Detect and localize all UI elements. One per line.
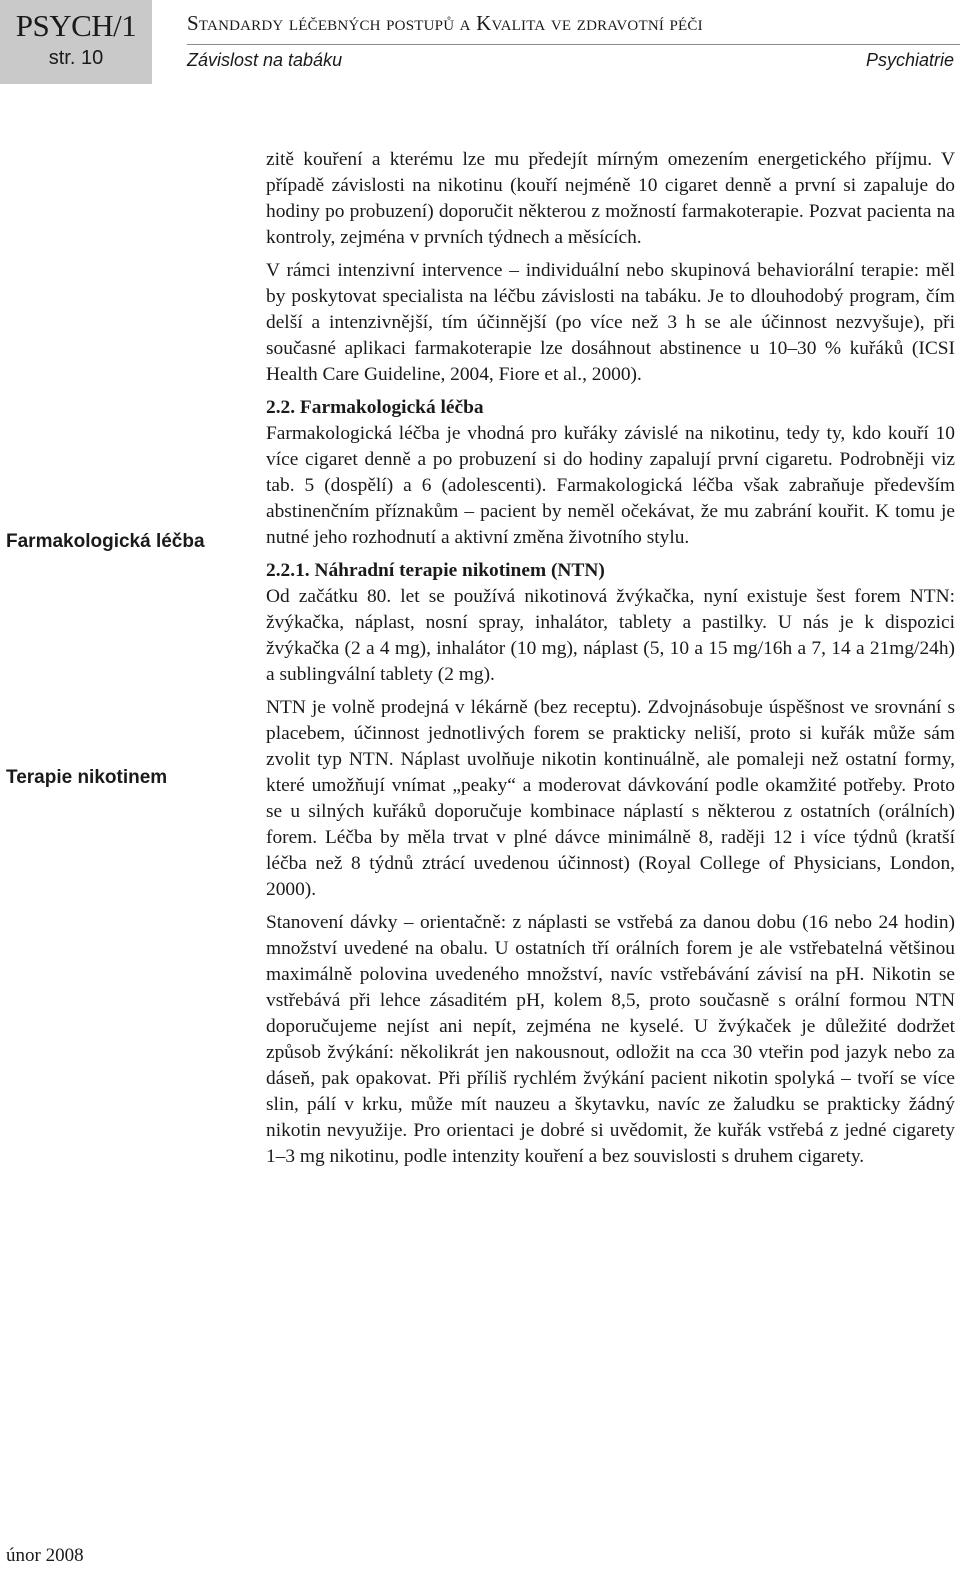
paragraph: Farmakologická léčba je vhodná pro kuřáky závislé na nikotinu, tedy ty, kdo kouří 10 více cigaret denně a po probuzení si do hodiny zapalují první cigaretu. Podrobněji viz tab. 5 (dospělí) a 6 (adolescenti). Farmakologická léčba však zabraňuje především abstinenčním příznakům – pacient by neměl očekávat, že mu zabrání kouřit. K tomu je nutné jeho rozhodnutí a aktivní změna životního stylu. — [266, 423, 955, 548]
chapter-title: Závislost na tabáku — [187, 50, 343, 70]
page-number: str. 10 — [48, 47, 104, 69]
header-divider — [187, 44, 960, 45]
issue-date: únor 2008 — [6, 1545, 84, 1566]
margin-heading-pharmacological: Farmakologická léčba — [6, 531, 205, 552]
paragraph: zitě kouření a kterému lze mu předejít mírným omezením energetického příjmu. V případě závislosti na nikotinu (kouří nejméně 10 cigaret denně a první si zapaluje do hodiny po probuzení) doporučit některou z možností farmakoterapie. Pozvat pacienta na kontroly, zejména v prvních týdnech a měsících. — [266, 149, 955, 248]
paragraph: V rámci intenzivní intervence – individuální nebo skupinová behaviorální terapie: měl by poskytovat specialista na léčbu závislosti na tabáku. Je to dlouhodobý program, čím delší a intenzivnější, tím účinnější (po více než 3 h se ale účinnost nezvyšuje), při současné aplikaci farmakoterapie lze dosáhnout abstinence u 10–30 % kuřáků (ICSI Health Care Guideline, 2004, Fiore et al., 2000). — [266, 260, 955, 385]
paragraph: Stanovení dávky – orientačně: z náplasti se vstřebá za danou dobu (16 nebo 24 hodin) množství uvedené na obalu. U ostatních tří orálních forem je ale vstřebatelná většinou maximálně polovina uvedeného množství, navíc vstřebávání závisí na pH. Nikotin se vstřebává při lehce zásaditém pH, kolem 8,5, proto současně s orální formou NTN doporučujeme nejíst ani nepít, zejména ne kyselé. U žvýkaček je důležité dodržet způsob žvýkání: několikrát jen nakousnout, odložit na cca 30 vteřin pod jazyk nebo za dáseň, pak opakovat. Při příliš rychlém žvýkání pacient nikotin spolyká – tvoří se více slin, pálí v krku, může mít nauzeu a škytavku, navíc ze žaludku se prakticky žádný nikotin nevyužije. Pro orientaci je dobré si uvědomit, že kuřák vstřebá z jedné cigarety 1–3 mg nikotinu, podle intenzity kouření a bez souvislosti s druhem cigarety. — [266, 912, 955, 1167]
journal-badge — [0, 0, 152, 84]
margin-heading-nicotine-therapy: Terapie nikotinem — [6, 767, 168, 788]
series-title: Standardy léčebných postupů a Kvalita ve zdravotní péči — [187, 11, 703, 35]
journal-logo: PSYCH/1 — [15, 8, 137, 43]
department-label: Psychiatrie — [865, 50, 954, 70]
main-text-column — [266, 147, 955, 1177]
section-heading: 2.2.1. Náhradní terapie nikotinem (NTN) — [266, 560, 605, 581]
paragraph: NTN je volně prodejná v lékárně (bez receptu). Zdvojnásobuje úspěšnost ve srovnání s placebem, účinnost jednotlivých forem se prakticky neliší, proto si kuřák může sám zvolit typ NTN. Náplast uvolňuje nikotin kontinuálně, ale pomaleji než ostatní formy, které umožňují vnímat „peaky“ a moderovat dávkování podle okamžité potřeby. Proto se u silných kuřáků doporučuje kombinace náplastí s některou z ostatních (orálních) forem. Léčba by měla trvat v plné dávce minimálně 8, raději 12 i více týdnů (kratší léčba než 8 týdnů ztrácí uvedenou účinnost) (Royal College of Physicians, London, 2000). — [266, 697, 955, 900]
paragraph: Od začátku 80. let se používá nikotinová žvýkačka, nyní existuje šest forem NTN: žvýkačka, náplast, nosní spray, inhalátor, tablety a pastilky. U nás je k dispozici žvýkačka (2 a 4 mg), inhalátor (10 mg), náplast (5, 10 a 15 mg/16h a 7, 14 a 21mg/24h) a sublingvální tablety (2 mg). — [266, 586, 955, 685]
section-heading: 2.2. Farmakologická léčba — [266, 397, 484, 418]
